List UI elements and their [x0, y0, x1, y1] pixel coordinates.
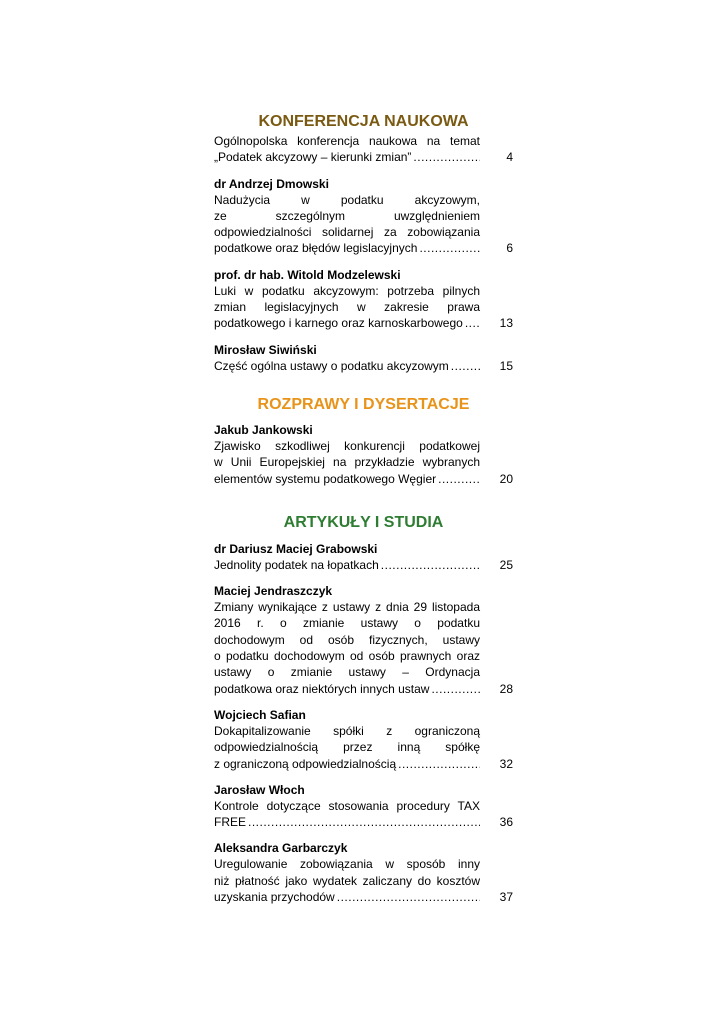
- title-line: ustawy o zmianie ustawy – Ordynacja: [214, 665, 480, 680]
- page-number: 37: [499, 890, 513, 905]
- title-line: ze szczególnym uwzględnieniem: [214, 208, 480, 223]
- title-line: Luki w podatku akcyzowym: potrzeba pilnych: [214, 283, 480, 298]
- title-line: Dokapitalizowanie spółki z ograniczoną: [214, 723, 480, 738]
- toc-entry[interactable]: [214, 133, 513, 166]
- section-konferencja: [214, 112, 513, 374]
- entry-title: [214, 557, 480, 573]
- entry-author: Mirosław Siwiński: [214, 342, 317, 357]
- entry-title: [214, 192, 480, 257]
- title-line: „Podatek akcyzowy – kierunki zmian”: [214, 150, 412, 165]
- title-line: Zjawisko szkodliwej konkurencji podatkowej: [214, 438, 480, 453]
- title-line: Uregulowanie zobowiązania w sposób inny: [214, 857, 480, 872]
- toc-entry[interactable]: [214, 176, 513, 257]
- title-line: Część ogólna ustawy o podatku akcyzowym: [214, 358, 449, 373]
- title-line: dochodowym od osób fizycznych, ustawy: [214, 632, 480, 647]
- entry-author: dr Dariusz Maciej Grabowski: [214, 541, 378, 556]
- title-line: podatkowa oraz niektórych innych ustaw: [214, 681, 430, 696]
- entry-title: [214, 599, 480, 697]
- title-line: odpowiedzialnością przez inną spółkę: [214, 740, 480, 755]
- title-line: zmian legislacyjnych w zakresie prawa: [214, 300, 480, 315]
- dot-leader: [419, 240, 480, 256]
- section-artykuly: [214, 513, 513, 905]
- entry-author: Wojciech Safian: [214, 707, 306, 722]
- title-line: uzyskania przychodów: [214, 890, 335, 905]
- entry-author: Maciej Jendraszczyk: [214, 584, 333, 599]
- section-title: ARTYKUŁY I STUDIA: [283, 513, 444, 531]
- dot-leader: [398, 756, 480, 772]
- toc-entry[interactable]: [214, 342, 513, 374]
- table-of-contents: [214, 112, 513, 915]
- dot-leader: [451, 358, 480, 374]
- page-number: 20: [499, 471, 513, 486]
- dot-leader: [438, 471, 480, 487]
- title-line: podatkowego i karnego oraz karnoskarbowego: [214, 316, 463, 331]
- entry-author: prof. dr hab. Witold Modzelewski: [214, 267, 401, 282]
- page-number: 13: [499, 316, 513, 331]
- toc-entry[interactable]: [214, 267, 513, 332]
- title-line: 2016 r. o zmianie ustawy o podatku: [214, 616, 480, 631]
- dot-leader: [248, 814, 480, 830]
- title-line: odpowiedzialności solidarnej za zobowiązania: [214, 225, 480, 240]
- page-number: 4: [506, 150, 513, 165]
- page-number: 36: [499, 815, 513, 830]
- entry-author: Aleksandra Garbarczyk: [214, 841, 348, 856]
- title-line: w Unii Europejskiej na przykładzie wybranych: [214, 455, 480, 470]
- title-line: Kontrole dotyczące stosowania procedury TAX: [214, 798, 480, 813]
- entry-title: [214, 723, 480, 772]
- entry-author: Jarosław Włoch: [214, 782, 305, 797]
- title-line: o podatku dochodowym od osób prawnych oraz: [214, 649, 480, 664]
- page-number: 25: [499, 557, 513, 572]
- entry-title: [214, 856, 480, 905]
- title-line: Nadużycia w podatku akcyzowym,: [214, 192, 480, 207]
- title-line: niż płatność jako wydatek zaliczany do kosztów: [214, 873, 480, 888]
- page-number: 6: [506, 241, 513, 256]
- title-line: z ograniczoną odpowiedzialnością: [214, 756, 397, 771]
- title-line: Ogólnopolska konferencja naukowa na temat: [214, 134, 480, 148]
- dot-leader: [381, 557, 480, 573]
- title-line: Zmiany wynikające z ustawy z dnia 29 listopada: [214, 600, 480, 615]
- toc-entry[interactable]: [214, 422, 513, 487]
- toc-entry[interactable]: [214, 707, 513, 772]
- entry-title: [214, 283, 480, 332]
- title-line: FREE: [214, 815, 247, 830]
- section-title: ROZPRAWY I DYSERTACJE: [257, 395, 470, 413]
- page-number: 32: [499, 756, 513, 771]
- entry-author: Jakub Jankowski: [214, 422, 313, 437]
- dot-leader: [431, 681, 480, 697]
- toc-entry[interactable]: [214, 541, 513, 573]
- entry-title: [214, 358, 480, 374]
- section-title: KONFERENCJA NAUKOWA: [258, 113, 469, 130]
- dot-leader: [465, 315, 480, 331]
- dot-leader: [337, 889, 480, 905]
- page-number: 15: [499, 358, 513, 373]
- entry-title: [214, 133, 480, 166]
- entry-title: [214, 798, 480, 831]
- title-line: Jednolity podatek na łopatkach: [214, 557, 379, 572]
- toc-entry[interactable]: [214, 840, 513, 905]
- page-number: 28: [499, 681, 513, 696]
- toc-entry[interactable]: [214, 583, 513, 697]
- toc-entry[interactable]: [214, 782, 513, 831]
- section-rozprawy: [214, 395, 513, 487]
- entry-title: [214, 438, 480, 487]
- dot-leader: [413, 149, 480, 165]
- title-line: elementów systemu podatkowego Węgier: [214, 471, 437, 486]
- title-line: podatkowe oraz błędów legislacyjnych: [214, 241, 418, 256]
- entry-author: dr Andrzej Dmowski: [214, 176, 329, 191]
